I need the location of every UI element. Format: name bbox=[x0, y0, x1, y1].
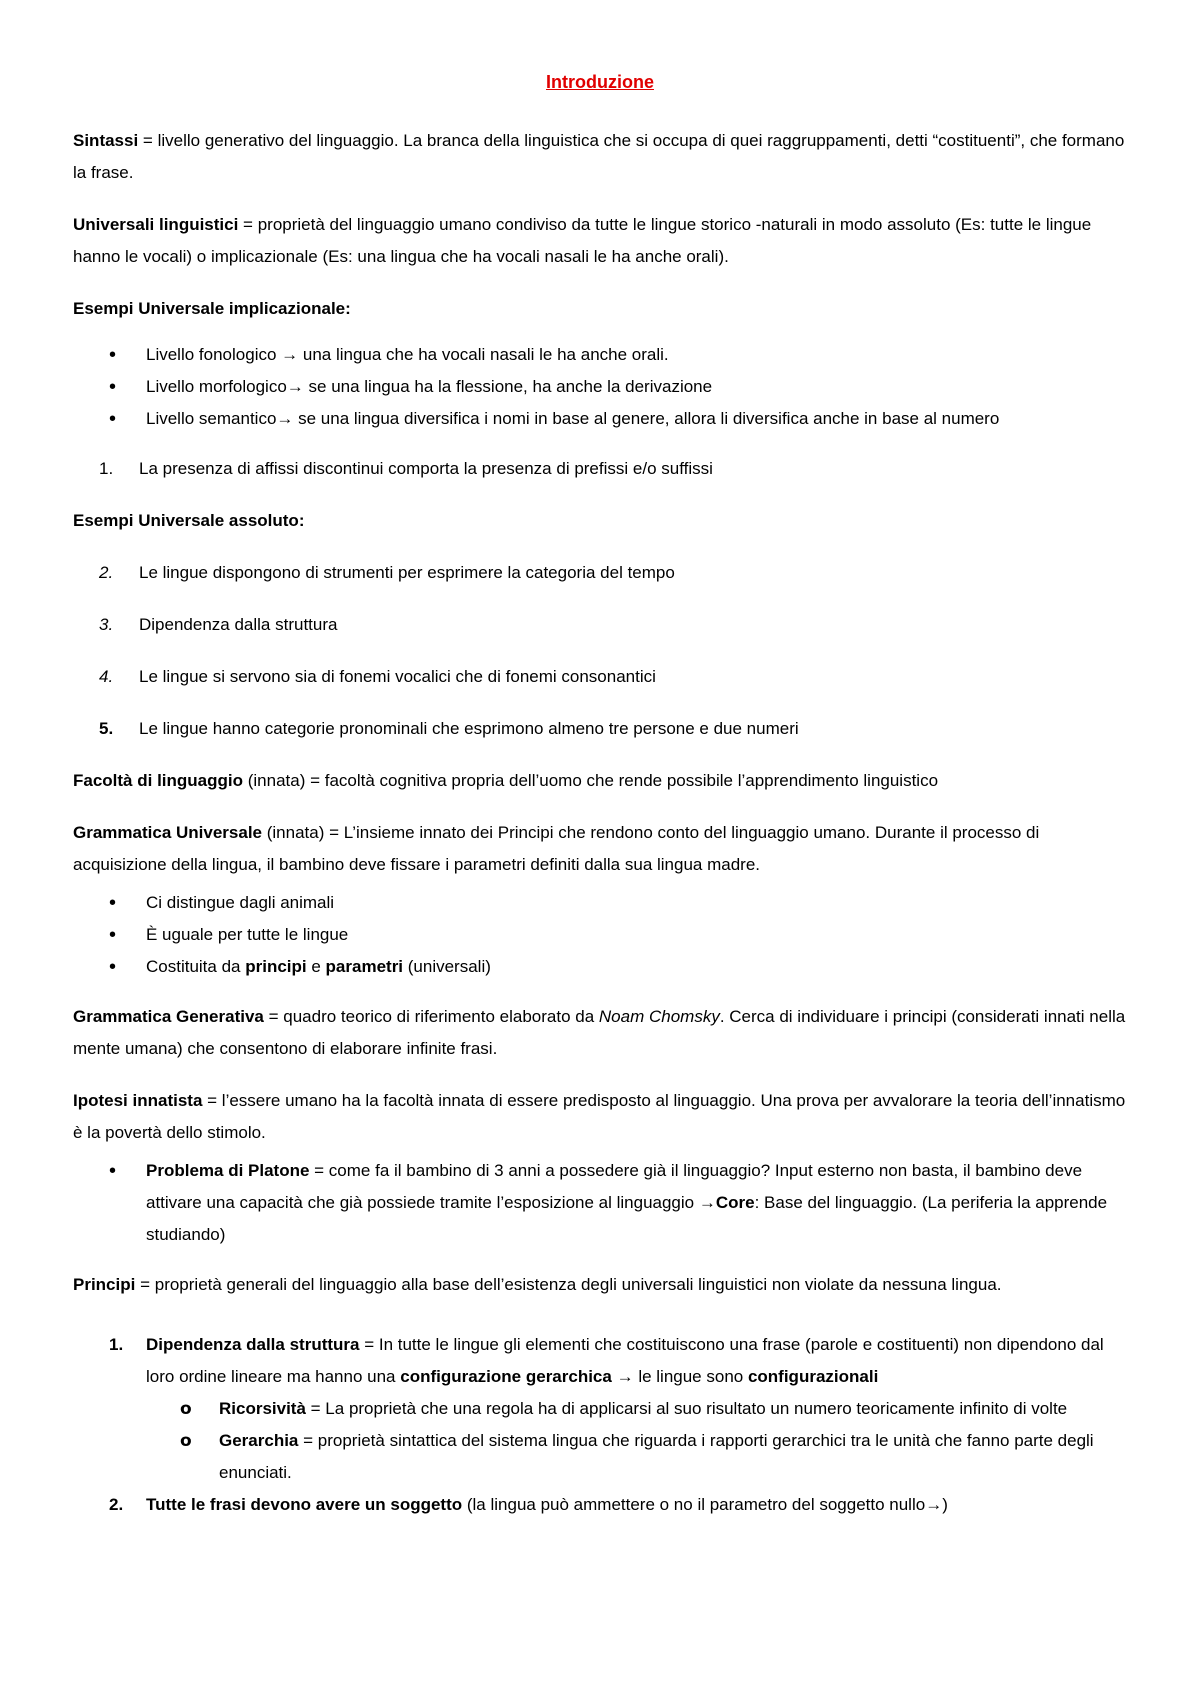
list-item: o Ricorsività = La proprietà che una regola ha di applicarsi al suo risultato un numero teoricamente infinito di volte bbox=[146, 1393, 1135, 1425]
arrow-right-icon: → bbox=[698, 1193, 716, 1212]
term: Grammatica Generativa bbox=[73, 1007, 264, 1026]
sub-list-principi bbox=[146, 1393, 1135, 1489]
term: Ipotesi innatista bbox=[73, 1091, 203, 1110]
term: Principi bbox=[73, 1275, 136, 1294]
list-item: 3. Dipendenza dalla struttura bbox=[99, 615, 338, 634]
list-item: 5. Le lingue hanno categorie pronominali che esprimono almeno tre persone e due numeri bbox=[99, 719, 799, 738]
bullet-list-gu bbox=[73, 887, 1135, 983]
list-item: • Ci distingue dagli animali bbox=[73, 887, 1135, 919]
paragraph-sintassi: Sintassi = livello generativo del linguaggio. La branca della linguistica che si occupa di quei raggruppamenti, detti “costituenti”, che formano la frase. bbox=[73, 131, 1125, 182]
numbered-list-assoluto bbox=[73, 557, 1135, 745]
numbered-list-implicazionale bbox=[73, 453, 1135, 485]
list-item: • Livello semantico→ se una lingua diversifica i nomi in base al genere, allora li diversifica anche in base al numero bbox=[73, 403, 1135, 435]
term: Grammatica Universale bbox=[73, 823, 262, 842]
bullet-list-ipotesi bbox=[73, 1155, 1135, 1251]
list-item: • Livello morfologico→ se una lingua ha la flessione, ha anche la derivazione bbox=[73, 371, 1135, 403]
list-item: 1. La presenza di affissi discontinui comporta la presenza di prefissi e/o suffissi bbox=[99, 459, 713, 478]
arrow-right-icon: → bbox=[276, 409, 294, 428]
list-item: • È uguale per tutte le lingue bbox=[73, 919, 1135, 951]
list-item: • Livello fonologico → una lingua che ha vocali nasali le ha anche orali. bbox=[73, 339, 1135, 371]
list-item: o Gerarchia = proprietà sintattica del sistema lingua che riguarda i rapporti gerarchici tra le unità che fanno parte degli enunciati. bbox=[146, 1425, 1135, 1489]
paragraph-universali: Universali linguistici = proprietà del linguaggio umano condiviso da tutte le lingue storico -naturali in modo assoluto (Es: tutte le lingue hanno le vocali) o implicazionale (Es: una lingua che ha vocali nasali le ha anche orali). bbox=[73, 215, 1092, 266]
paragraph-grammatica-generativa: Grammatica Generativa = quadro teorico di riferimento elaborato da Noam Chomsky. Cerca di individuare i principi (considerati innati nella mente umana) che consentono di elaborare infinite frasi. bbox=[73, 1007, 1126, 1058]
paragraph-ipotesi-innatista: Ipotesi innatista = l’essere umano ha la facoltà innata di essere predisposto al linguaggio. Una prova per avvalorare la teoria dell’innatismo è la povertà dello stimolo. bbox=[73, 1091, 1126, 1142]
bullet-list-implicazionale bbox=[73, 339, 1135, 435]
arrow-right-icon: → bbox=[925, 1495, 943, 1514]
list-item: • Costituita da principi e parametri (universali) bbox=[73, 951, 1135, 983]
list-item: 2. Le lingue dispongono di strumenti per esprimere la categoria del tempo bbox=[99, 563, 675, 582]
page-title: Introduzione bbox=[546, 72, 654, 92]
paragraph-facolta: Facoltà di linguaggio (innata) = facoltà cognitiva propria dell’uomo che rende possibile l’apprendimento linguistico bbox=[73, 771, 939, 790]
paragraph-principi: Principi = proprietà generali del linguaggio alla base dell’esistenza degli universali linguistici non violate da nessuna lingua. bbox=[73, 1275, 1002, 1294]
heading-esempi-implicazionale: Esempi Universale implicazionale: bbox=[73, 299, 351, 318]
term: Universali linguistici bbox=[73, 215, 239, 234]
term: Facoltà di linguaggio bbox=[73, 771, 243, 790]
list-item: 4. Le lingue si servono sia di fonemi vocalici che di fonemi consonantici bbox=[99, 667, 656, 686]
list-item: • Problema di Platone = come fa il bambino di 3 anni a possedere già il linguaggio? Input esterno non basta, il bambino deve attivare una capacità che già possiede tramite l’esposizione al linguaggio →Core: Base del linguaggio. (La periferia la apprende studiando) bbox=[73, 1155, 1135, 1251]
paragraph-grammatica-universale: Grammatica Universale (innata) = L’insieme innato dei Principi che rendono conto del linguaggio umano. Durante il processo di acquisizione della lingua, il bambino deve fissare i parametri definiti dalla sua lingua madre. bbox=[73, 823, 1040, 874]
list-item: 1. Dipendenza dalla struttura = In tutte le lingue gli elementi che costituiscono una frase (parole e costituenti) non dipendono dal loro ordine lineare ma hanno una configurazione gerarchica → le lingue sono configurazionali o Ricorsività = La proprietà che una regola ha di applicarsi al suo risultato un numero teoricamente infinito di volte o Gerarchia = proprietà sintattica del sistema lingua che riguarda i rapporti gerarchici tra le unità che fanno parte degli enunciati. bbox=[73, 1329, 1135, 1489]
arrow-right-icon: → bbox=[281, 345, 299, 364]
list-item: 2. Tutte le frasi devono avere un soggetto (la lingua può ammettere o no il parametro del soggetto nullo→) bbox=[109, 1495, 948, 1514]
document-body bbox=[73, 125, 1135, 1521]
arrow-right-icon: → bbox=[611, 1367, 639, 1386]
heading-esempi-assoluto: Esempi Universale assoluto: bbox=[73, 511, 305, 530]
term: Sintassi bbox=[73, 131, 139, 150]
numbered-list-principi bbox=[73, 1329, 1135, 1521]
arrow-right-icon: → bbox=[286, 377, 304, 396]
